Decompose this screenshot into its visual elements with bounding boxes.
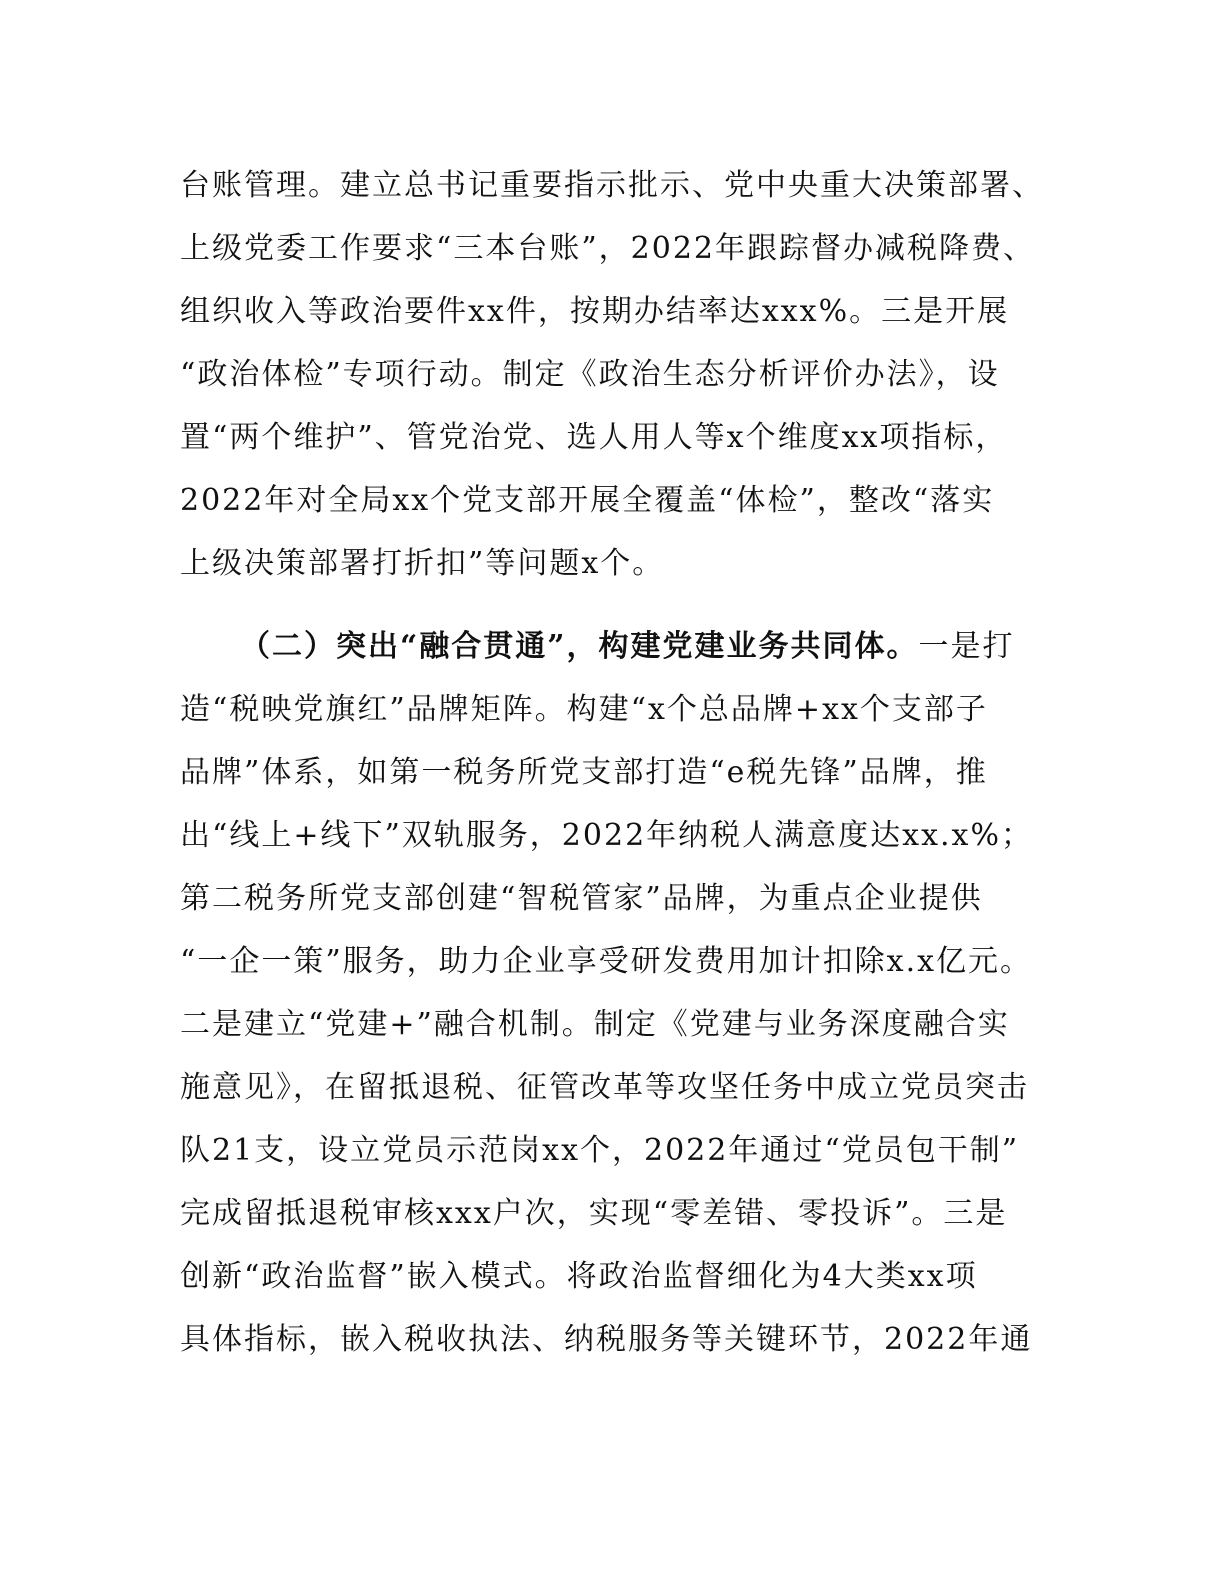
paragraph-line: 创新“政治监督”嵌入模式。将政治监督细化为4大类xx项 <box>180 1259 978 1294</box>
paragraph-line: 具体指标，嵌入税收执法、纳税服务等关键环节，2022年通 <box>180 1322 1033 1357</box>
paragraph-line: 上级党委工作要求“三本台账”，2022年跟踪督办减税降费、 <box>180 231 1036 266</box>
paragraph-line: “一企一策”服务，助力企业享受研发费用加计扣除x.x亿元。 <box>180 944 1033 979</box>
paragraph-line: 台账管理。建立总书记重要指示批示、党中央重大决策部署、 <box>180 168 1044 203</box>
paragraph-line: 第二税务所党支部创建“智税管家”品牌，为重点企业提供 <box>180 881 983 916</box>
paragraph-line: 2022年对全局xx个党支部开展全覆盖“体检”，整改“落实 <box>180 483 995 518</box>
paragraph-line: 置“两个维护”、管党治党、选人用人等x个维度xx项指标， <box>180 420 1008 455</box>
section-heading-line <box>240 627 1015 667</box>
paragraph-line: 完成留抵退税审核xxx户次，实现“零差错、零投诉”。三是 <box>180 1196 1008 1231</box>
paragraph-line: “政治体检”专项行动。制定《政治生态分析评价办法》，设 <box>180 357 1000 392</box>
paragraph-line: 品牌”体系，如第一税务所党支部打造“e税先锋”品牌，推 <box>180 755 988 790</box>
paragraph-line: 造“税映党旗红”品牌矩阵。构建“x个总品牌+xx个支部子 <box>180 692 988 727</box>
section-heading: （二）突出“融合贯通”，构建党建业务共同体。 <box>240 629 919 664</box>
paragraph-line: 出“线上+线下”双轨服务，2022年纳税人满意度达xx.x%； <box>180 818 1033 853</box>
paragraph-line: 组织收入等政治要件xx件，按期办结率达xxx%。三是开展 <box>180 294 1010 329</box>
section-heading-continuation: 一是打 <box>918 629 1015 664</box>
paragraph-line: 二是建立“党建+”融合机制。制定《党建与业务深度融合实 <box>180 1007 1010 1042</box>
paragraph-line: 队21支，设立党员示范岗xx个，2022年通过“党员包干制” <box>180 1133 1020 1168</box>
paragraph-line: 施意见》，在留抵退税、征管改革等攻坚任务中成立党员突击 <box>180 1070 1029 1105</box>
paragraph-line: 上级决策部署打折扣”等问题x个。 <box>180 546 665 581</box>
